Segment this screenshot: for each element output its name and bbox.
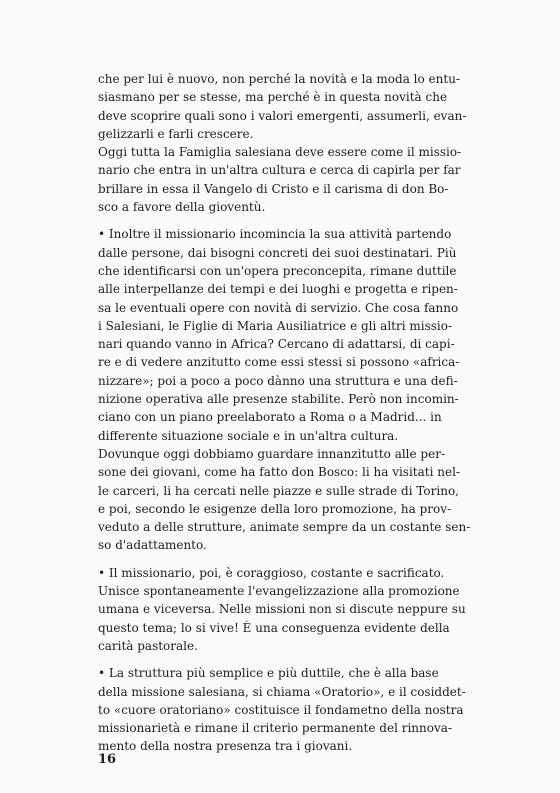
text-line: siasmano per se stesse, ma perché è in questa novità che — [98, 90, 448, 105]
text-line: sa le eventuali opere con novità di servizio. Che cosa fanno — [98, 300, 459, 315]
text-line: e poi, secondo le esigenze della loro promozione, ha prov- — [98, 501, 452, 516]
text-line: che per lui è nuovo, non perché la novità e la moda lo entu- — [98, 72, 460, 86]
text-line: gelizzarli e farli crescere. — [98, 126, 254, 141]
text-line: alle interpellanze dei tempi e dei luoghi e progetta e ripen- — [98, 282, 458, 297]
paragraph-2 — [98, 143, 474, 216]
text-line: umana e viceversa. Nelle missioni non si discute neppure su — [98, 602, 466, 617]
text-line: deve scoprire quali sono i valori emergenti, assumerli, evan- — [98, 108, 467, 123]
paragraph-1 — [98, 70, 474, 143]
text-line: differente situazione sociale e in un'altra cultura. — [98, 428, 399, 443]
text-line: sone dei giovani, come ha fatto don Bosco: li ha visitati nel- — [98, 465, 460, 480]
text-line: Dovunque oggi dobbiamo guardare innanzitutto alle per- — [98, 446, 446, 461]
text-line: nizzare»; poi a poco a poco dànno una struttura e una defi- — [98, 373, 458, 388]
text-line: le carceri, li ha cercati nelle piazze e sulle strade di Torino, — [98, 483, 459, 498]
paragraph-5 — [98, 564, 474, 655]
text-line: ciano con un piano preelaborato a Roma o a Madrid... in — [98, 410, 442, 425]
text-line: nizione operativa alle presenze stabilite. Però non incomin- — [98, 392, 459, 407]
paragraph-3 — [98, 225, 474, 445]
paragraph-4 — [98, 445, 474, 555]
text-line: Oggi tutta la Famiglia salesiana deve essere come il missio- — [98, 145, 462, 160]
text-line: brillare in essa il Vangelo di Cristo e il carisma di don Bo- — [98, 181, 449, 196]
text-line: Unisce spontaneamente l'evangelizzazione alla promozione — [98, 584, 460, 599]
text-line: so d'adattamento. — [98, 538, 207, 553]
text-line: questo tema; lo si vive! È una conseguenza evidente della — [98, 620, 450, 635]
text-line: i Salesiani, le Figlie di Maria Ausiliatrice e gli altri missio- — [98, 318, 453, 333]
text-line: sco a favore della gioventù. — [98, 200, 266, 215]
text-line: nari quando vanno in Africa? Cercano di adattarsi, di capi- — [98, 337, 455, 352]
text-line: nario che entra in un'altra cultura e cerca di capirla per far — [98, 163, 461, 178]
text-line: missionarietà e rimane il criterio permanente del rinnova- — [98, 721, 452, 736]
text-line: dalle persone, dai bisogni concreti dei suoi destinatari. Più — [98, 245, 457, 260]
text-line: mento della nostra presenza tra i giovani. — [98, 739, 353, 754]
text-line: carità pastorale. — [98, 638, 198, 653]
text-line: della missione salesiana, si chiama «Oratorio», e il cosiddet- — [98, 684, 466, 699]
text-line: • La struttura più semplice e più duttile, che è alla base — [98, 666, 439, 681]
page-body — [98, 70, 474, 756]
paragraph-6 — [98, 664, 474, 755]
text-line: • Il missionario, poi, è coraggioso, costante e sacrificato. — [98, 565, 445, 580]
text-line: • Inoltre il missionario incomincia la sua attività partendo — [98, 227, 452, 242]
page-number: 16 — [98, 752, 117, 767]
text-line: che identificarsi con un'opera preconcepita, rimane duttile — [98, 263, 457, 278]
text-line: veduto a delle strutture, animate sempre da un costante sen- — [98, 520, 471, 535]
text-line: to «cuore oratoriano» costituisce il fondametno della nostra — [98, 702, 464, 717]
text-line: re e di vedere anzitutto come essi stessi si possono «africa- — [98, 355, 460, 370]
